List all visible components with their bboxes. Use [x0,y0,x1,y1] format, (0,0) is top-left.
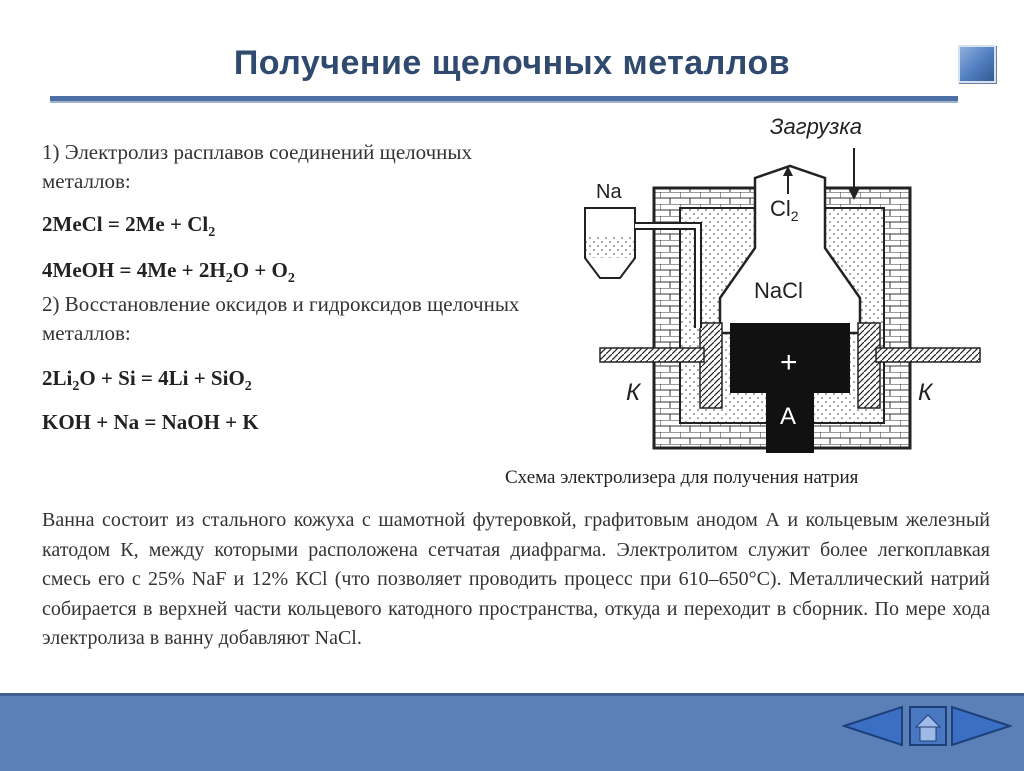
cathode-ring-left [700,323,722,408]
section2-text: 2) Восстановление оксидов и гидроксидов щелочных металлов: [42,292,520,345]
equation-1-part: 2MeCl = 2Me + Cl [42,212,209,236]
nav-home-button[interactable] [908,705,948,747]
equation-2 [42,258,295,287]
home-body [920,727,936,741]
label-cathode-left: К [626,379,641,406]
equation-4: KOH + Na = NaOH + K [42,410,259,434]
equation-3-sub-2: 2 [244,379,252,395]
equation-2-sub-2: 2 [287,271,295,287]
label-cl-sub: 2 [790,208,799,224]
label-load: Загрузка [770,114,862,139]
corner-square-icon [958,45,996,83]
cathode-bar-left [600,348,704,362]
equation-1-sub: 2 [208,225,216,241]
cathode-bar-right [876,348,980,362]
equation-2-part-a: 4MeOH = 4Me + 2H [42,258,226,282]
cathode-ring-right [858,323,880,408]
label-cathode-right: К [918,379,933,406]
equation-3-part-a: 2Li [42,366,73,390]
triangle-right-icon [952,707,1010,745]
label-plus: + [780,346,798,379]
triangle-left-icon [844,707,902,745]
label-cl-main: Cl [770,196,791,221]
equation-3-part-b: O + Si = 4Li + SiO [79,366,245,390]
nav-back-button[interactable] [842,705,904,747]
label-anode: A [780,403,797,430]
nav-forward-button[interactable] [950,705,1012,747]
equation-1 [42,212,215,241]
section1-text: 1) Электролиз расплавов соединений щелочных металлов: [42,140,472,193]
description-paragraph: Ванна состоит из стального кожуха с шамотной футеровкой, графитовым анодом А и кольцевым железный катодом К, между которыми расположена сетчатая диафрагма. Электролитом служит более легкоплавкая смесь его с 25% NaF и 12% КCl (что позволяет проводить процесс при 610–650°С). Металлический натрий собирается в верхней части кольцевого катодного пространства, откуда и переходит в сборник. По мере хода электролиза в ванну добавляют NaCl. [42,509,990,649]
equation-2-part-b: O + O [232,258,288,282]
label-nacl: NaCl [754,278,803,303]
slide-title: Получение щелочных металлов [233,44,791,82]
sodium-collector-liquid [586,236,634,258]
electrolyzer-diagram [540,108,1000,463]
equation-3 [42,366,252,395]
label-na: Na [596,181,622,203]
diagram-caption: Схема электролизера для получения натрия [505,467,859,488]
title-underline [50,96,958,103]
equation-2-sub-1: 2 [225,271,233,287]
equation-3-sub-1: 2 [72,379,80,395]
